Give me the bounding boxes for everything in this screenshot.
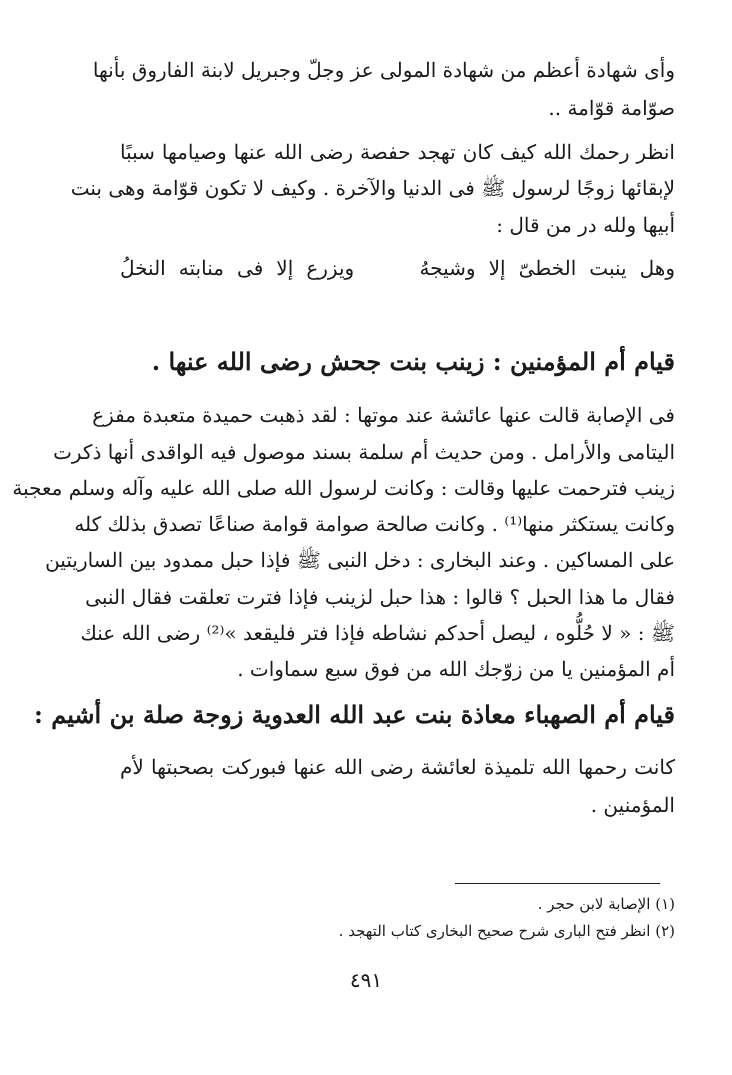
muadha-line-1: كانت رحمها الله تلميذة لعائشة رضى الله عنها فبوركت بصحبتها لأم — [120, 755, 675, 779]
zainab-line-8: أم المؤمنين يا من زوّجك الله من فوق سبع سماوات . — [237, 657, 675, 681]
zainab-heading: قيام أم المؤمنين : زينب بنت جحش رضى الله عنها . — [151, 347, 675, 376]
hafsa-line-3: أبيها ولله در من قال : — [496, 213, 675, 237]
zainab-line-2: اليتامى والأرامل . ومن حديث أم سلمة بسند موصول فيه الواقدى أنها ذكرت — [53, 440, 675, 464]
footnote-1: (١) الإصابة لابن حجر . — [537, 895, 675, 913]
muadha-heading: قيام أم الصهباء معاذة بنت عبد الله العدوية زوجة صلة بن أشيم : — [34, 700, 675, 729]
zainab-line-3: زينب فترحمت عليها وقالت : وكانت لرسول الله صلى الله عليه وآله وسلم معجبة — [12, 476, 675, 500]
muadha-line-2: المؤمنين . — [590, 793, 675, 817]
intro-line-2: صوّامة قوّامة .. — [548, 96, 675, 120]
zainab-line-5: على المساكين . وعند البخارى : دخل النبى ﷺ فإذا حبل ممدود بين الساريتين — [45, 548, 675, 572]
hafsa-line-2: لإبقائها زوجًا لرسول ﷺ فى الدنيا والآخرة . وكيف لا تكون قوّامة وهى بنت — [70, 176, 675, 200]
zainab-line-1: فى الإصابة قالت عنها عائشة عند موتها : لقد ذهبت حميدة متعبدة مفزع — [92, 403, 675, 427]
page-number: ٤٩١ — [349, 968, 383, 992]
poetry-verse: وهل ينبت الخطىّ إلا وشيجهُ ويزرع إلا فى منابته النخلُ — [120, 256, 675, 280]
zainab-line-4: وكانت يستكثر منها⁽¹⁾ . وكانت صالحة صوامة قوامة صناعًا تصدق بذلك كله — [74, 512, 675, 536]
zainab-line-6: فقال ما هذا الحبل ؟ قالوا : هذا حبل لزينب فإذا فترت تعلقت فقال النبى — [85, 585, 675, 609]
footnote-2: (٢) انظر فتح البارى شرح صحيح البخارى كتاب التهجد . — [338, 922, 675, 940]
footnote-divider — [455, 883, 660, 884]
hafsa-line-1: انظر رحمك الله كيف كان تهجد حفصة رضى الله عنها وصيامها سببًا — [120, 140, 675, 164]
intro-line-1: وأى شهادة أعظم من شهادة المولى عز وجلّ وجبريل لابنة الفاروق بأنها — [92, 58, 675, 82]
zainab-line-7: ﷺ : « لا حُلُّوه ، ليصل أحدكم نشاطه فإذا فتر فليقعد »⁽²⁾ رضى الله عنك — [80, 621, 675, 645]
